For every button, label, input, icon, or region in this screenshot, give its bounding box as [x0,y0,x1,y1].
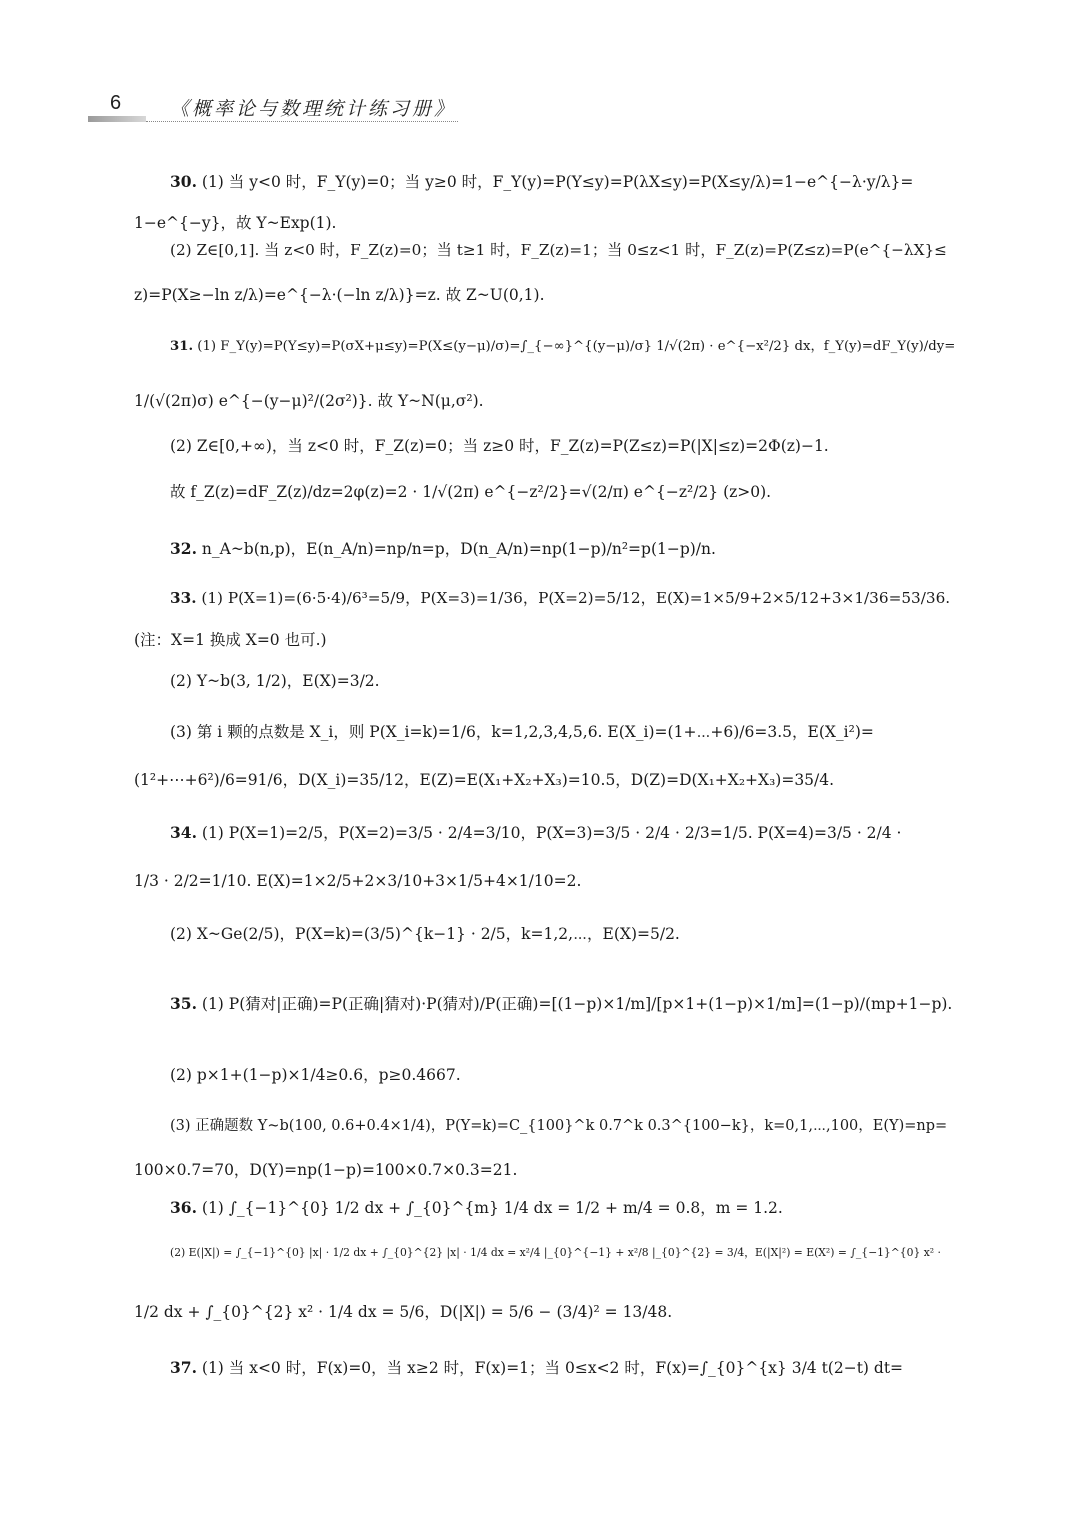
text-line [170,586,950,608]
line-text: (2) X~Ge(2/5)，P(X=k)=(3/5)^{k−1} · 2/5，k=1,2,⋯，E(X)=5/2. [170,925,680,943]
line-text: (1) P(X=1)=2/5，P(X=2)=3/5 · 2/4=3/10，P(X=3)=3/5 · 2/4 · 2/3=1/5. P(X=4)=3/5 · 2/4 · [196,824,902,842]
text-line [170,170,913,192]
line-text: n_A~b(n,p)，E(n_A/n)=np/n=p，D(n_A/n)=np(1−p)/n²=p(1−p)/n. [196,540,716,558]
text-line [170,720,874,742]
line-text: 1/2 dx + ∫_{0}^{2} x² · 1/4 dx = 5/6，D(|X|) = 5/6 − (3/4)² = 13/48. [134,1303,673,1321]
text-line [170,922,680,944]
line-text: (2) Z∈[0,+∞)，当 z<0 时，F_Z(z)=0；当 z≥0 时，F_Z(z)=P(Z≤z)=P(|X|≤z)=2Φ(z)−1. [170,437,829,455]
line-text: 1/3 · 2/2=1/10. E(X)=1×2/5+2×3/10+3×1/5+4×1/10=2. [134,872,582,890]
line-text: (1) F_Y(y)=P(Y≤y)=P(σX+μ≤y)=P(X≤(y−μ)/σ)=∫_{−∞}^{(y−μ)/σ} 1/√(2π) · e^{−x²/2} dx，f_Y(y)=dF_Y(y)/dy= [193,339,956,354]
text-line [170,1245,941,1260]
line-text: (3) 第 i 颗的点数是 X_i，则 P(X_i=k)=1/6，k=1,2,3,4,5,6. E(X_i)=(1+⋯+6)/6=3.5，E(X_i²)= [170,723,874,741]
line-text: 1−e^{−y}，故 Y~Exp(1). [134,214,337,232]
text-line [170,434,829,456]
text-line [134,211,336,233]
text-line [170,669,380,691]
text-line [134,1158,517,1180]
question-number: 30. [170,172,197,191]
page-number: 6 [110,92,122,114]
line-text: 1/(√(2π)σ) e^{−(y−μ)²/(2σ²)}. 故 Y~N(μ,σ²). [134,392,484,410]
line-text: (1) ∫_{−1}^{0} 1/2 dx + ∫_{0}^{m} 1/4 dx = 1/2 + m/4 = 0.8，m = 1.2. [196,1199,783,1217]
line-text: (1²+⋯+6²)/6=91/6，D(X_i)=35/12，E(Z)=E(X₁+X₂+X₃)=10.5，D(Z)=D(X₁+X₂+X₃)=35/4. [134,771,835,789]
line-text: (1) 当 y<0 时，F_Y(y)=0；当 y≥0 时，F_Y(y)=P(Y≤y)=P(λX≤y)=P(X≤y/λ)=1−e^{−λ·y/λ}= [196,173,914,191]
line-text: (1) P(X=1)=(6·5·4)/6³=5/9，P(X=3)=1/36，P(X=2)=5/12，E(X)=1×5/9+2×5/12+3×1/36=53/36. [196,589,951,607]
question-number: 32. [170,539,197,558]
line-text: (2) Y~b(3, 1/2)，E(X)=3/2. [170,672,380,690]
text-line [170,992,952,1014]
question-number: 33. [170,589,197,607]
header-bar [88,116,146,122]
header-rule [146,121,458,122]
question-number: 34. [170,823,197,842]
line-text: 故 f_Z(z)=dF_Z(z)/dz=2φ(z)=2 · 1/√(2π) e^{−z²/2}=√(2/π) e^{−z²/2} (z>0). [170,483,772,501]
text-line [134,628,327,650]
question-number: 35. [170,994,197,1013]
line-text: z)=P(X≥−ln z/λ)=e^{−λ·(−ln z/λ)}=z. 故 Z~U(0,1). [134,286,545,304]
text-line [170,1356,903,1378]
line-text: (1) 当 x<0 时，F(x)=0，当 x≥2 时，F(x)=1；当 0≤x<2 时，F(x)=∫_{0}^{x} 3/4 t(2−t) dt= [196,1359,904,1377]
question-number: 36. [170,1198,197,1217]
text-line [170,1063,461,1085]
text-line [134,283,545,305]
line-text: (2) Z∈[0,1]. 当 z<0 时，F_Z(z)=0；当 t≥1 时，F_Z(z)=1；当 0≤z<1 时，F_Z(z)=P(Z≤z)=P(e^{−λX}≤ [170,241,947,259]
line-text: (3) 正确题数 Y~b(100, 0.6+0.4×1/4)，P(Y=k)=C_{100}^k 0.7^k 0.3^{100−k}，k=0,1,⋯,100，E(Y)=np= [170,1118,948,1134]
line-text: (2) p×1+(1−p)×1/4≥0.6，p≥0.4667. [170,1066,461,1084]
text-line [170,537,716,559]
text-line [134,389,484,411]
text-line [170,480,771,502]
text-line [170,335,955,354]
question-number: 37. [170,1358,197,1377]
line-text: (1) P(猜对|正确)=P(正确|猜对)·P(猜对)/P(正确)=[(1−p)×1/m]/[p×1+(1−p)×1/m]=(1−p)/(mp+1−p). [196,995,953,1013]
line-text: 100×0.7=70，D(Y)=np(1−p)=100×0.7×0.3=21. [134,1161,518,1179]
text-line [170,238,947,260]
line-text: (2) E(|X|) = ∫_{−1}^{0} |x| · 1/2 dx + ∫_{0}^{2} |x| · 1/4 dx = x²/4 |_{0}^{−1} + x²/8 |_{0}^{2} = 3/4，E(|X|²) = E(X²) = ∫_{−1}^{0} x² · [170,1246,941,1259]
text-line [134,768,834,790]
text-line [170,1196,783,1218]
book-title: 《概率论与数理统计练习册》 [170,98,457,120]
text-line [170,821,901,843]
text-line [134,872,581,890]
line-text: (注：X=1 换成 X=0 也可.) [134,631,327,649]
text-line [134,1300,672,1322]
question-number: 31. [170,339,194,354]
text-line [170,1114,947,1135]
